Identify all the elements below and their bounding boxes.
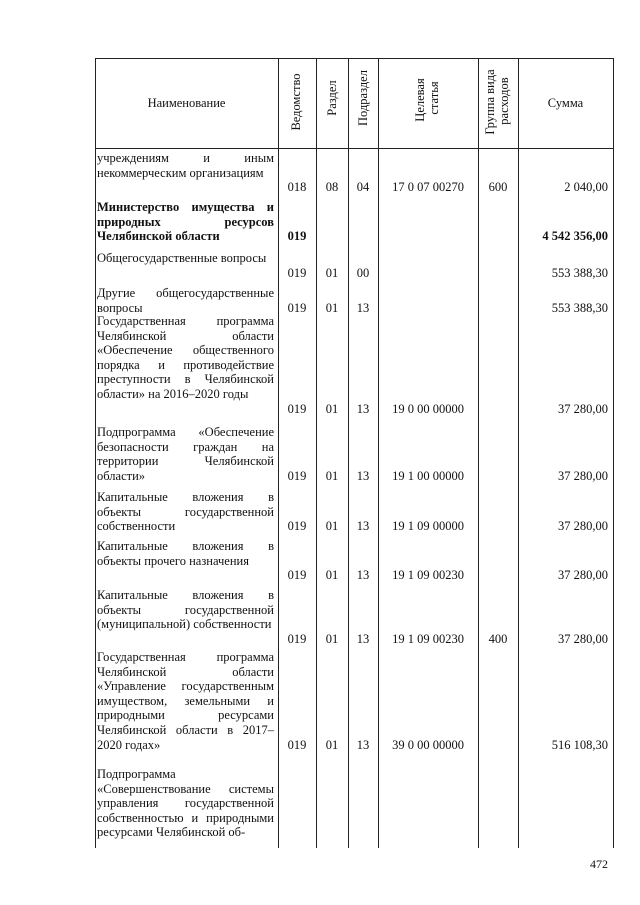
row-name: Подпрограмма «Совершенствование системы управления государственной собственностью и природными ресурсами Челябинской об- [97,767,274,840]
cell-razdel: 01 [325,401,339,416]
cell-podrazdel: 00 [356,265,370,280]
cell-summa: 4 542 356,00 [542,229,608,244]
cell-celevaya: 19 1 09 00230 [392,631,464,646]
row-name: Подпрограмма «Обеспечение безопасности граждан на территории Челябинской области» [97,425,274,483]
header-celevaya-2: статья [427,81,441,115]
cell-summa: 37 280,00 [558,631,608,646]
cell-podrazdel: 13 [356,468,370,483]
cell-podrazdel: 13 [356,568,370,583]
row-name: учреждениям и иным некоммерческим организациям [97,151,274,180]
header-podrazdel: Подраздел [356,70,370,126]
cell-summa: 37 280,00 [558,519,608,534]
cell-vedomstvo: 019 [287,300,307,315]
cell-vedomstvo: 019 [287,229,307,244]
cell-summa: 37 280,00 [558,568,608,583]
cell-razdel: 01 [325,519,339,534]
row-name: Капитальные вложения в объекты прочего назначения [97,539,274,568]
cell-celevaya: 19 1 09 00230 [392,568,464,583]
cell-summa: 516 108,30 [551,737,608,752]
cell-summa: 553 388,30 [551,265,608,280]
cell-vedomstvo: 019 [287,737,307,752]
cell-vedomstvo: 019 [287,401,307,416]
cell-razdel: 08 [325,180,339,195]
cell-summa: 37 280,00 [558,401,608,416]
table-top-border [95,58,613,59]
cell-razdel: 01 [325,468,339,483]
col-border [316,58,317,848]
cell-vedomstvo: 019 [287,519,307,534]
cell-razdel: 01 [325,631,339,646]
row-name: Государственная программа Челябинской области «Управление государственным имуществом, земельными и природными ресурсами Челябинской области в 2017–2020 годах» [97,650,274,752]
header-vedomstvo: Ведомство [289,73,303,131]
cell-celevaya: 19 1 09 00000 [392,519,464,534]
cell-summa: 2 040,00 [564,180,608,195]
cell-razdel: 01 [325,300,339,315]
col-border [478,58,479,848]
cell-gruppa: 600 [488,180,508,195]
cell-podrazdel: 13 [356,300,370,315]
header-razdel: Раздел [325,80,339,116]
cell-podrazdel: 13 [356,631,370,646]
cell-vedomstvo: 019 [287,265,307,280]
col-border [613,58,614,848]
row-name: Государственная программа Челябинской области «Обеспечение общественного порядка и противодействие преступности в Челябинской области» на 2016–2020 годы [97,314,274,401]
row-name: Другие общегосударственные вопросы [97,286,274,315]
row-name: Капитальные вложения в объекты государственной собственности [97,490,274,534]
cell-vedomstvo: 019 [287,468,307,483]
header-bottom-border [95,148,613,149]
cell-gruppa: 400 [488,631,508,646]
cell-razdel: 01 [325,265,339,280]
cell-celevaya: 19 0 00 00000 [392,401,464,416]
col-border [518,58,519,848]
cell-podrazdel: 13 [356,737,370,752]
cell-vedomstvo: 019 [287,568,307,583]
cell-summa: 37 280,00 [558,468,608,483]
cell-summa: 553 388,30 [551,300,608,315]
header-gruppa-2: расходов [497,77,511,125]
col-border [348,58,349,848]
col-border [378,58,379,848]
cell-vedomstvo: 018 [287,180,307,195]
cell-podrazdel: 13 [356,519,370,534]
col-border [95,58,96,848]
cell-celevaya: 19 1 00 00000 [392,468,464,483]
page-number: 472 [590,857,608,871]
row-name: Общегосударственные вопросы [97,251,267,265]
col-border [278,58,279,848]
cell-razdel: 01 [325,568,339,583]
cell-razdel: 01 [325,737,339,752]
header-gruppa-1: Группа вида [483,69,497,135]
cell-vedomstvo: 019 [287,631,307,646]
header-celevaya-1: Целевая [413,78,427,122]
cell-podrazdel: 04 [356,180,370,195]
header-summa: Сумма [547,96,584,110]
row-name: Капитальные вложения в объекты государственной (муниципальной) собственности [97,588,274,632]
cell-celevaya: 17 0 07 00270 [392,180,464,195]
cell-celevaya: 39 0 00 00000 [392,737,464,752]
header-name: Наименование [147,96,226,110]
cell-podrazdel: 13 [356,401,370,416]
row-name: Министерство имущества и природных ресурсов Челябинской области [97,200,274,244]
